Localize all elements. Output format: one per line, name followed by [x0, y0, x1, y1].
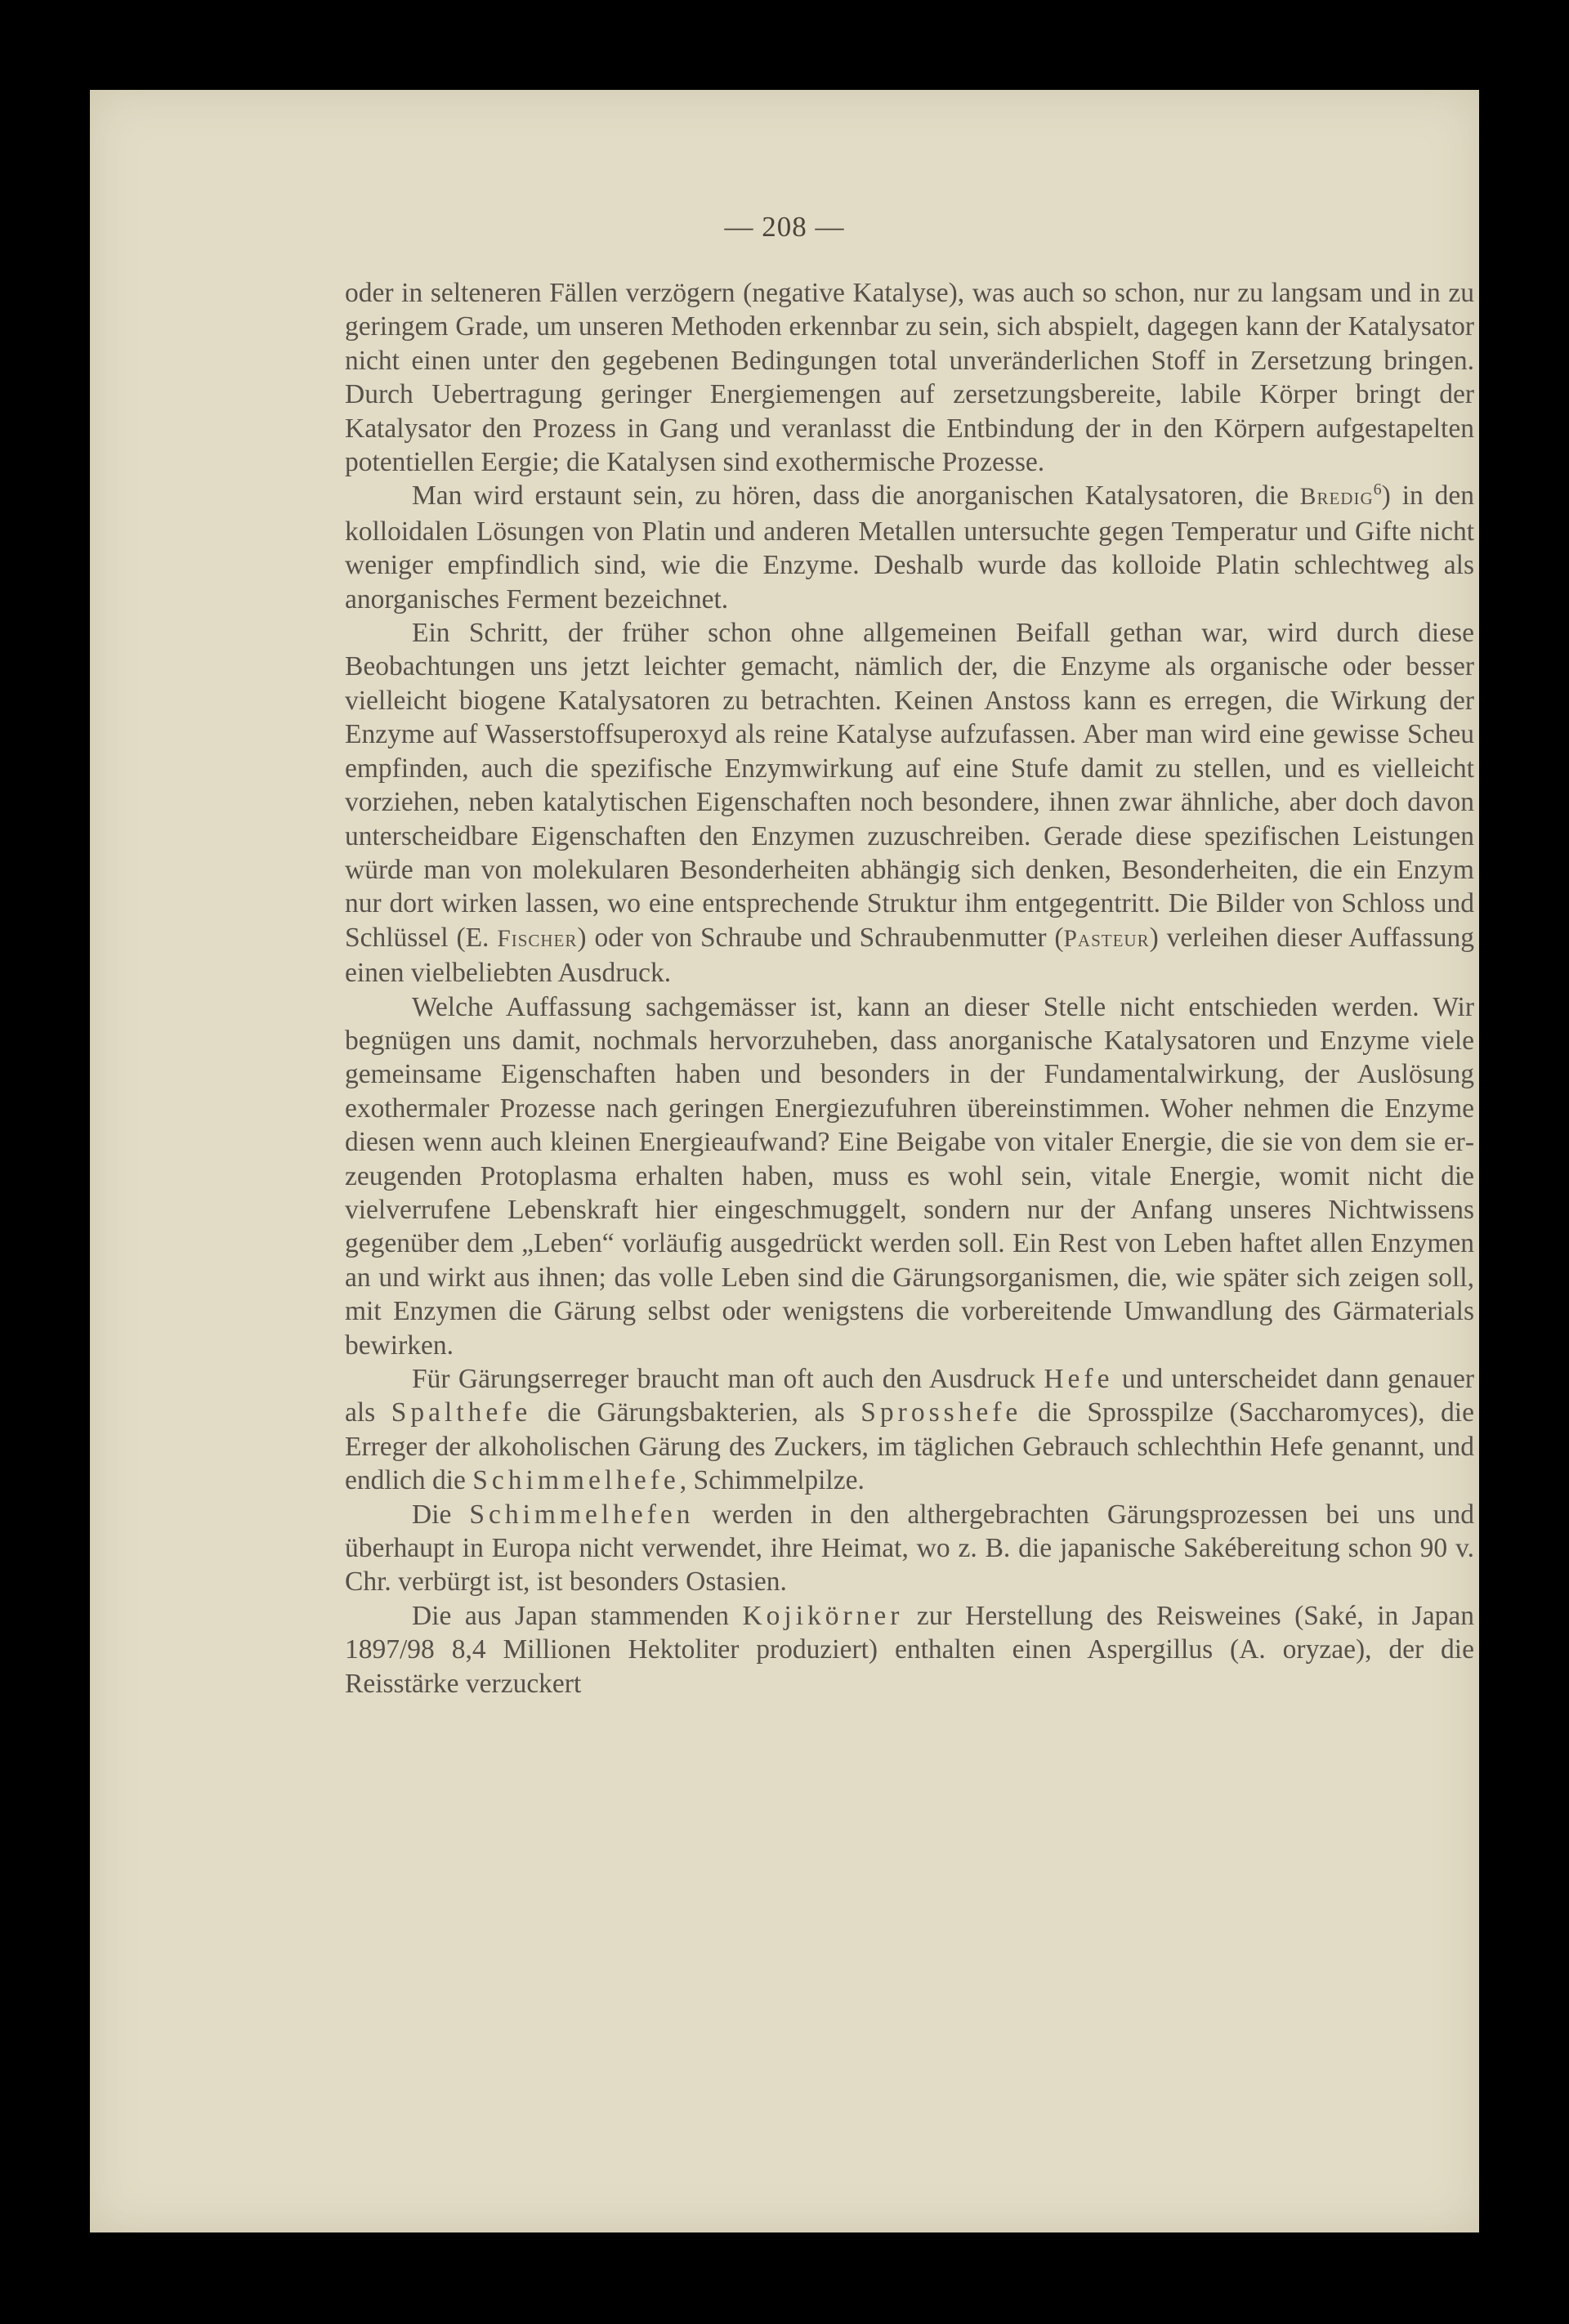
paragraph — [345, 479, 1474, 616]
spaced-term: Kojikörner — [742, 1600, 904, 1631]
scanned-page — [90, 90, 1479, 2232]
text-run: Die aus Japan stammenden — [412, 1600, 743, 1631]
text-run: Die — [412, 1499, 470, 1530]
text-run: die Gärungsbakterien, als — [531, 1397, 861, 1428]
paragraph — [345, 1599, 1474, 1701]
text-run: Welche Auffassung sachgemässer ist, kann an dieser Stelle nicht entschieden werden. Wir begnügen uns damit, nochmals hervorzuheben, dass anorganische Katalysatoren und Enzyme viele gemeinsame Eigenschaften haben und besonders in der Fundamentalwirkung, der Auslösung exothermaler Prozesse nach geringen Energiezufuhren übereinstimmen. Woher nehmen die Enzyme diesen wenn auch kleinen Energieaufwand? Eine Beigabe von vitaler Energie, die sie von dem sie erzeugenden Protoplasma erhalten haben, muss es wohl sein, vitale Energie, womit nicht die vielverrufene Lebenskraft hier eingeschmuggelt, sondern nur der Anfang unseres Nichtwissens gegenüber dem „Leben“ vorläufig ausgedrückt werden soll. Ein Rest von Leben haftet allen Enzymen an und wirkt aus ihnen; das volle Leben sind die Gärungsorganismen, die, wie später sich zeigen soll, mit Enzymen die Gärung selbst oder wenigstens die vorbereitende Umwandlung des Gärmaterials bewirken. — [345, 991, 1474, 1361]
paragraph — [345, 990, 1474, 1362]
text-run: Man wird erstaunt sein, zu hören, dass die anorganischen Katalysatoren, die — [412, 480, 1300, 512]
body-text — [345, 276, 1474, 1701]
paragraph — [345, 1362, 1474, 1498]
text-run: ) in den kolloidalen Lösungen von Platin und anderen Metallen untersuchte gegen Temperatur und Gifte nicht weniger empfindlich sind, wie die Enzyme. Deshalb wurde das kolloide Platin schlechtweg als anorganisches Ferment bezeichnet. — [345, 480, 1474, 615]
text-run: Für Gärungserreger braucht man oft auch den Ausdruck — [412, 1364, 1044, 1394]
text-run: Ein Schritt, der früher schon ohne allgemeinen Beifall gethan war, wird durch diese Beobachtungen uns jetzt leichter gemacht, nämlich der, die Enzyme als organische oder besser vielleicht biogene Katalysatoren zu betrachten. Keinen Anstoss kann es erregen, die Wirkung der Enzyme auf Wasserstoffsuperoxyd als reine Katalyse aufzufassen. Aber man wird eine gewisse Scheu empfinden, auch die spezifische Enzymwirkung auf eine Stufe damit zu stellen, und es vielleicht vorziehen, neben katalytischen Eigenschaften noch besondere, ihnen zwar ähnliche, aber doch davon unterscheidbare Eigenschaften den Enzymen zuzuschreiben. Gerade diese spezifischen Leistungen würde man von molekularen Besonderheiten abhängig sich denken, Besonderheiten, die ein Enzym nur dort wirken lassen, wo eine entsprechende Struktur ihm entgegentritt. Die Bilder von Schloss und Schlüssel (E. — [345, 618, 1474, 953]
spaced-term: Spalthefe — [391, 1397, 532, 1428]
spaced-term: Schimmelhefen — [469, 1499, 695, 1530]
text-run: zur Herstellung des Reisweines (Saké, in Japan 1897/98 8,4 Millionen Hektoliter produziert) enthalten einen Aspergillus (A. oryzae), der die Reisstärke verzuckert — [345, 1600, 1474, 1699]
text-run: , Schimmelpilze. — [679, 1465, 865, 1496]
author-name: Fischer — [497, 925, 578, 952]
text-run: ) oder von Schraube und Schraubenmutter ( — [577, 922, 1064, 953]
paragraph — [345, 1498, 1474, 1599]
spaced-term: Schimmelhefe — [472, 1465, 680, 1496]
text-run: und unterscheidet dann genauer als — [345, 1364, 1474, 1428]
text-run: oder in selteneren Fällen verzögern (negative Katalyse), was auch so schon, nur zu langsam und in zu geringem Grade, um unseren Methoden erkennbar zu sein, sich abspielt, dagegen kann der Katalysator nicht einen unter den gegebenen Bedingungen total unveränderlichen Stoff in Zersetzung bringen. Durch Uebertragung geringer Energiemengen auf zersetzungsbereite, labile Körper bringt der Katalysator den Prozess in Gang und veranlasst die Entbindung der in den Körpern aufgestapelten potentiellen Eergie; die Katalysen sind exothermische Prozesse. — [345, 278, 1474, 478]
spaced-term: Hefe — [1044, 1364, 1114, 1394]
author-name: Bredig — [1299, 484, 1374, 511]
spaced-term: Sprosshefe — [860, 1397, 1022, 1428]
paragraph — [345, 276, 1474, 479]
page-number: — 208 — — [724, 211, 845, 243]
text-run: werden in den althergebrachten Gärungsprozessen bei uns und überhaupt in Europa nicht verwendet, ihre Heimat, wo z. B. die japanische Sakébereitung schon 90 v. Chr. verbürgt ist, ist besonders Ostasien. — [345, 1499, 1474, 1598]
footnote-marker: 6 — [1373, 480, 1382, 499]
author-name: Pasteur — [1063, 925, 1150, 952]
paragraph — [345, 616, 1474, 990]
text-run: die Sprosspilze (Saccharomyces), die Erreger der alkoholischen Gärung des Zuckers, im täglichen Gebrauch schlechthin Hefe genannt, und endlich die — [345, 1397, 1474, 1496]
text-run: ) verleihen dieser Auffassung einen vielbeliebten Ausdruck. — [345, 922, 1475, 989]
